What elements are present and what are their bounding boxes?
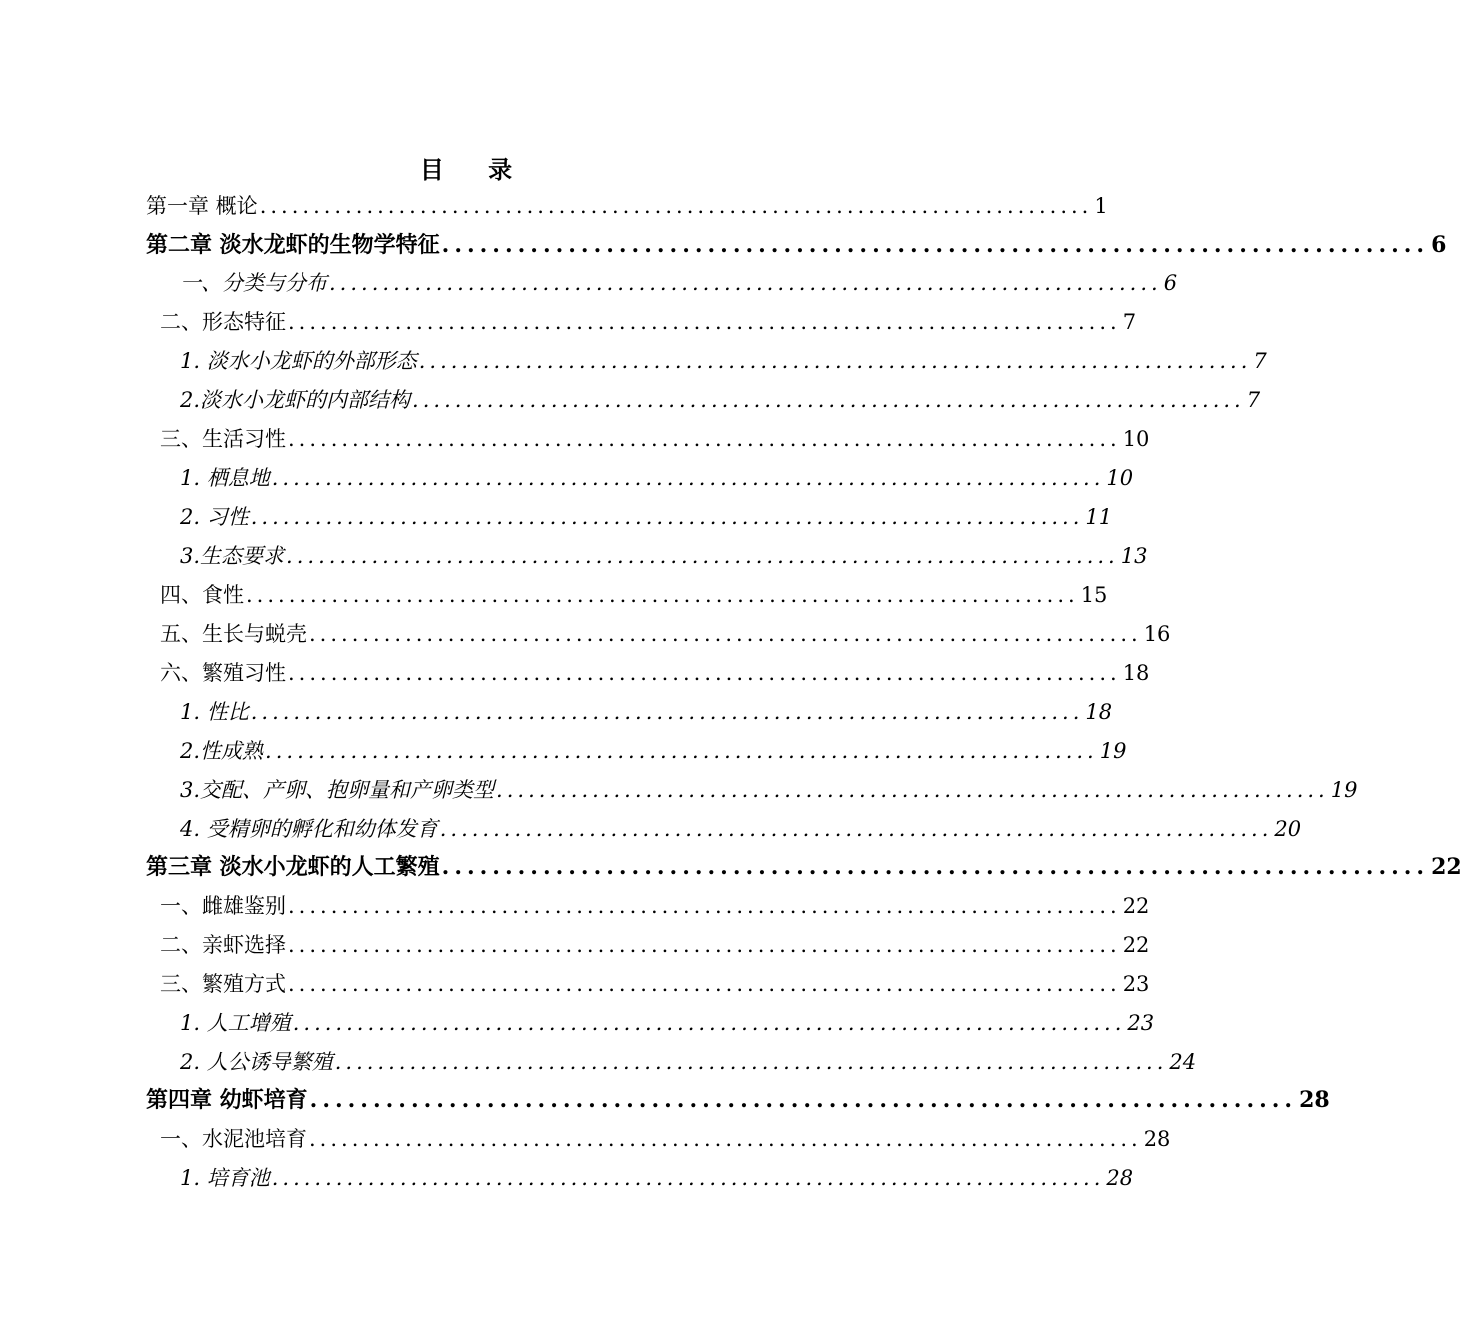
toc-entry-page: 22 bbox=[1431, 854, 1462, 880]
toc-entry-title: 2. 习性 bbox=[180, 505, 249, 529]
dot-leader: .............................................................................. bbox=[246, 583, 1079, 607]
toc-entry-section[interactable] bbox=[160, 968, 1150, 1002]
toc-entry-page: 19 bbox=[1099, 739, 1127, 763]
toc-entry-page: 7 bbox=[1122, 310, 1137, 334]
toc-entry-page: 6 bbox=[1431, 232, 1447, 258]
toc-entry-title: 第四章 幼虾培育 bbox=[146, 1087, 308, 1113]
toc-entry-page: 28 bbox=[1143, 1127, 1171, 1151]
toc-entry-section[interactable] bbox=[160, 1123, 1171, 1157]
toc-entry-page: 7 bbox=[1246, 388, 1261, 412]
toc-entry-page: 19 bbox=[1330, 778, 1358, 802]
toc-entry-title: 第三章 淡水小龙虾的人工繁殖 bbox=[146, 854, 440, 880]
toc-entry-title: 六、繁殖习性 bbox=[160, 661, 286, 685]
toc-entry-section[interactable] bbox=[180, 267, 1178, 301]
dot-leader: .............................................................................. bbox=[441, 854, 1430, 880]
page-title: 目 录 bbox=[419, 155, 531, 184]
toc-entry-title: 第一章 概论 bbox=[146, 194, 258, 218]
toc-entry-subsection[interactable] bbox=[180, 696, 1113, 730]
dot-leader: .............................................................................. bbox=[288, 310, 1121, 334]
toc-entry-page: 28 bbox=[1106, 1166, 1134, 1190]
toc-entry-title: 1. 栖息地 bbox=[180, 466, 270, 490]
toc-entry-subsection[interactable] bbox=[180, 540, 1148, 574]
dot-leader: .............................................................................. bbox=[288, 972, 1121, 996]
toc-entry-page: 7 bbox=[1253, 349, 1267, 373]
toc-entry-title: 三、生活习性 bbox=[160, 427, 286, 451]
dot-leader: .............................................................................. bbox=[292, 1011, 1126, 1035]
dot-leader: .............................................................................. bbox=[271, 1166, 1105, 1190]
toc-entry-subsection[interactable] bbox=[180, 384, 1261, 418]
toc-entry-chapter-3[interactable] bbox=[146, 850, 1462, 884]
toc-entry-page: 10 bbox=[1122, 427, 1150, 451]
dot-leader: .............................................................................. bbox=[309, 1127, 1142, 1151]
toc-entry-subsection[interactable] bbox=[180, 345, 1267, 379]
toc-entry-section[interactable] bbox=[160, 423, 1150, 457]
toc-entry-page: 23 bbox=[1127, 1011, 1155, 1035]
toc-entry-page: 13 bbox=[1120, 544, 1148, 568]
toc-entry-title: 4. 受精卵的孵化和幼体发育 bbox=[180, 817, 438, 841]
dot-leader: .............................................................................. bbox=[271, 466, 1105, 490]
toc-entry-page: 20 bbox=[1274, 817, 1302, 841]
toc-entry-page: 11 bbox=[1085, 505, 1113, 529]
dot-leader: .............................................................................. bbox=[288, 427, 1121, 451]
toc-entry-title: 3.交配、产卵、抱卵量和产卵类型 bbox=[180, 778, 495, 802]
toc-entry-title: 四、食性 bbox=[160, 583, 244, 607]
toc-entry-title: 一、分类与分布 bbox=[180, 271, 327, 295]
toc-entry-section[interactable] bbox=[160, 579, 1108, 613]
dot-leader: .............................................................................. bbox=[250, 700, 1084, 724]
toc-entry-subsection[interactable] bbox=[180, 1046, 1197, 1080]
toc-entry-title: 2.性成熟 bbox=[180, 739, 264, 763]
toc-entry-section[interactable] bbox=[160, 890, 1150, 924]
toc-entry-subsection[interactable] bbox=[180, 1007, 1155, 1041]
toc-entry-page: 24 bbox=[1169, 1050, 1197, 1074]
dot-leader: .............................................................................. bbox=[259, 194, 1093, 218]
dot-leader: .............................................................................. bbox=[334, 1050, 1168, 1074]
toc-entry-section[interactable] bbox=[160, 306, 1137, 340]
dot-leader: .............................................................................. bbox=[288, 661, 1121, 685]
toc-entry-page: 16 bbox=[1143, 622, 1171, 646]
toc-entry-section[interactable] bbox=[160, 929, 1150, 963]
toc-entry-title: 1. 人工增殖 bbox=[180, 1011, 291, 1035]
toc-entry-subsection[interactable] bbox=[180, 813, 1302, 847]
toc-entry-title: 第二章 淡水龙虾的生物学特征 bbox=[146, 232, 440, 258]
toc-entry-section[interactable] bbox=[160, 657, 1150, 691]
toc-entry-title: 五、生长与蜕壳 bbox=[160, 622, 307, 646]
toc-entry-chapter-2[interactable] bbox=[146, 228, 1447, 262]
dot-leader: .............................................................................. bbox=[286, 544, 1119, 568]
dot-leader: .............................................................................. bbox=[309, 1087, 1298, 1113]
toc-entry-chapter-4[interactable] bbox=[146, 1083, 1330, 1117]
toc-entry-page: 15 bbox=[1080, 583, 1108, 607]
dot-leader: .............................................................................. bbox=[439, 817, 1273, 841]
toc-entry-subsection[interactable] bbox=[180, 462, 1134, 496]
toc-entry-page: 28 bbox=[1299, 1087, 1330, 1113]
toc-entry-subsection[interactable] bbox=[180, 1162, 1134, 1196]
toc-entry-chapter-1[interactable] bbox=[146, 190, 1108, 224]
toc-entry-page: 10 bbox=[1106, 466, 1134, 490]
dot-leader: .............................................................................. bbox=[309, 622, 1142, 646]
dot-leader: .............................................................................. bbox=[418, 349, 1252, 373]
toc-entry-title: 三、繁殖方式 bbox=[160, 972, 286, 996]
dot-leader: .............................................................................. bbox=[496, 778, 1329, 802]
toc-entry-page: 22 bbox=[1122, 933, 1150, 957]
dot-leader: .............................................................................. bbox=[441, 232, 1430, 258]
toc-entry-title: 1. 性比 bbox=[180, 700, 249, 724]
dot-leader: .............................................................................. bbox=[288, 933, 1121, 957]
toc-entry-title: 一、雌雄鉴别 bbox=[160, 894, 286, 918]
toc-entry-subsection[interactable] bbox=[180, 735, 1127, 769]
toc-entry-section[interactable] bbox=[160, 618, 1171, 652]
toc-entry-page: 22 bbox=[1122, 894, 1150, 918]
toc-entry-title: 二、形态特征 bbox=[160, 310, 286, 334]
toc-entry-page: 1 bbox=[1094, 194, 1108, 218]
toc-entry-page: 6 bbox=[1163, 271, 1178, 295]
toc-entry-title: 2. 人公诱导繁殖 bbox=[180, 1050, 333, 1074]
toc-entry-title: 3.生态要求 bbox=[180, 544, 285, 568]
dot-leader: .............................................................................. bbox=[250, 505, 1084, 529]
toc-entry-page: 23 bbox=[1122, 972, 1150, 996]
toc-entry-title: 二、亲虾选择 bbox=[160, 933, 286, 957]
toc-entry-page: 18 bbox=[1085, 700, 1113, 724]
dot-leader: .............................................................................. bbox=[265, 739, 1098, 763]
toc-entry-title: 2.淡水小龙虾的内部结构 bbox=[180, 388, 411, 412]
dot-leader: .............................................................................. bbox=[412, 388, 1245, 412]
toc-entry-page: 18 bbox=[1122, 661, 1150, 685]
toc-entry-subsection[interactable] bbox=[180, 774, 1358, 808]
toc-entry-subsection[interactable] bbox=[180, 501, 1113, 535]
toc-entry-title: 1. 培育池 bbox=[180, 1166, 270, 1190]
dot-leader: .............................................................................. bbox=[288, 894, 1121, 918]
dot-leader: .............................................................................. bbox=[329, 271, 1162, 295]
toc-entry-title: 1. 淡水小龙虾的外部形态 bbox=[180, 349, 417, 373]
toc-entry-title: 一、水泥池培育 bbox=[160, 1127, 307, 1151]
